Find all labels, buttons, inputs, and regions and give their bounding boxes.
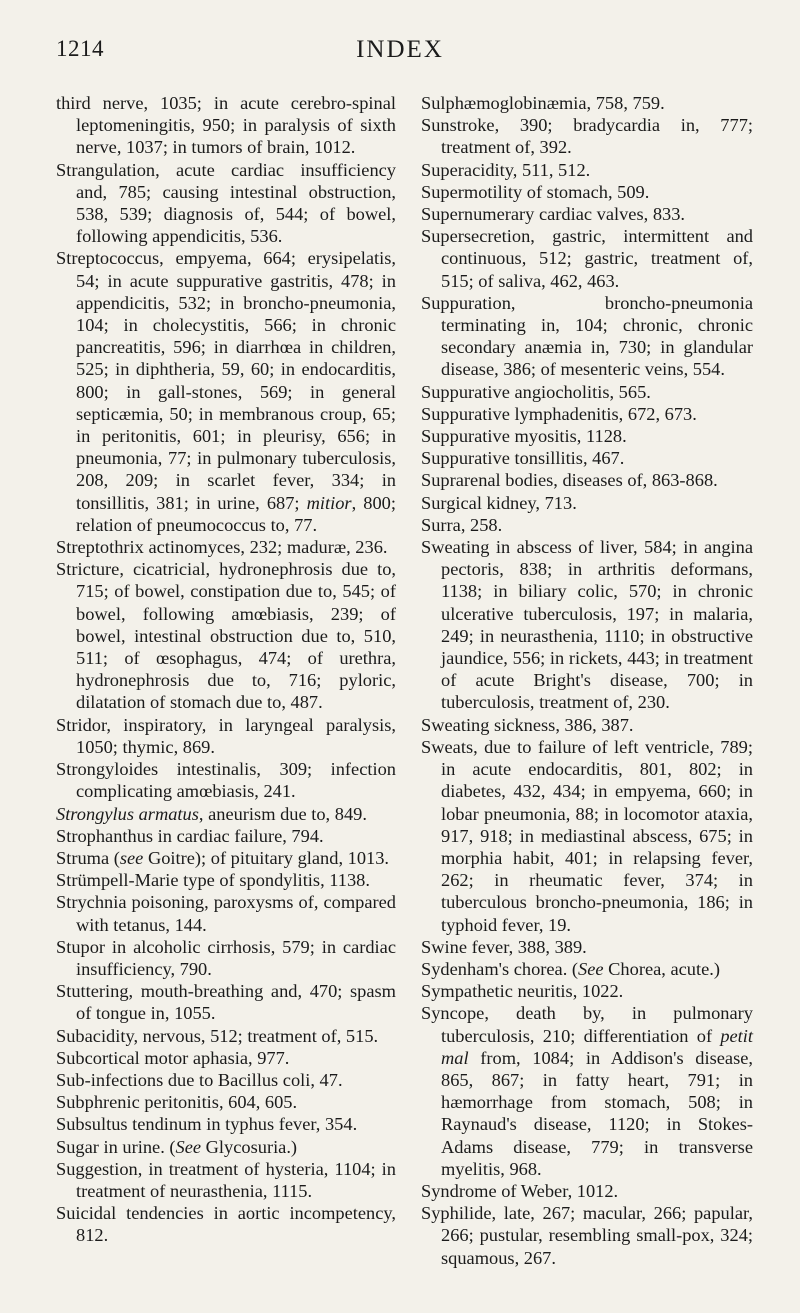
index-entry: Strangulation, acute cardiac insufficiency and, 785; causing intestinal obstruction, 538, 539; diagnosis of, 544; of bowel, following appendicitis, 536. <box>56 159 396 247</box>
page-header <box>0 36 800 76</box>
index-entry: Syncope, death by, in pulmonary tuberculosis, 210; differentiation of petit mal from, 1084; in Addison's disease, 865, 867; in fatty heart, 791; in hæmorrhage from stomach, 508; in Raynaud's disease, 1120; in Stokes-Adams disease, 779; in transverse myelitis, 968. <box>421 1003 753 1179</box>
index-entry: Streptococcus, empyema, 664; erysipelatis, 54; in acute suppurative gastritis, 478; in appendicitis, 532; in broncho-pneumonia, 104; in cholecystitis, 566; in chronic pancreatitis, 596; in diarrhœa in children, 525; in diphtheria, 59, 60; in endocarditis, 800; in gall-stones, 569; in general septicæmia, 50; in membranous croup, 65; in peritonitis, 601; in pleurisy, 656; in pneumonia, 77; in pulmonary tuberculosis, 208, 209; in scarlet fever, 334; in tonsillitis, 381; in urine, 687; mitior, 800; relation of pneumococcus to, 77. <box>56 248 396 535</box>
index-entry: Strongylus armatus, aneurism due to, 849. <box>56 803 367 824</box>
index-entry: Suppurative lymphadenitis, 672, 673. <box>421 403 697 424</box>
index-entry: Syndrome of Weber, 1012. <box>421 1180 619 1201</box>
index-entry: Subphrenic peritonitis, 604, 605. <box>56 1092 298 1113</box>
index-entry: Suppurative myositis, 1128. <box>421 426 627 447</box>
index-entry: Strychnia poisoning, paroxysms of, compared with tetanus, 144. <box>56 892 396 935</box>
index-entry: Strophanthus in cardiac failure, 794. <box>56 825 324 846</box>
index-entry: Suppurative angiocholitis, 565. <box>421 381 651 402</box>
index-entry: Supernumerary cardiac valves, 833. <box>421 204 686 225</box>
index-entry: Suprarenal bodies, diseases of, 863-868. <box>421 470 718 491</box>
index-entry: Stuttering, mouth-breathing and, 470; spasm of tongue in, 1055. <box>56 981 396 1024</box>
index-entry: Stricture, cicatricial, hydronephrosis due to, 715; of bowel, constipation due to, 545; of bowel, following amœbiasis, 239; of bowel, intestinal obstruction due to, 510, 511; of œsophagus, 474; of urethra, hydronephrosis due to, 716; pyloric, dilatation of stomach due to, 487. <box>56 559 396 713</box>
page-number: 1214 <box>56 36 104 61</box>
index-entry: Sulphæmoglobinæmia, 758, 759. <box>421 93 665 113</box>
index-entry: Streptothrix actinomyces, 232; maduræ, 236. <box>56 537 388 558</box>
index-entry: Strümpell-Marie type of spondylitis, 1138. <box>56 870 370 891</box>
index-entry: Surra, 258. <box>421 514 503 535</box>
page-title: INDEX <box>356 36 444 63</box>
index-entry: Sweats, due to failure of left ventricle, 789; in acute endocarditis, 801, 802; in diabetes, 432, 434; in empyema, 660; in lobar pneumonia, 88; in locomotor ataxia, 917, 918; in mediastinal abscess, 675; in morphia habit, 401; in relapsing fever, 262; in rheumatic fever, 374; in tuberculous broncho-pneumonia, 186; in typhoid fever, 19. <box>421 736 753 935</box>
index-entry: Surgical kidney, 713. <box>421 492 577 513</box>
index-entry: Sympathetic neuritis, 1022. <box>421 981 624 1002</box>
index-entry: Subcortical motor aphasia, 977. <box>56 1047 290 1068</box>
index-entry: Sweating sickness, 386, 387. <box>421 714 634 735</box>
right-column <box>421 92 753 1269</box>
index-entry: Superacidity, 511, 512. <box>421 159 591 180</box>
index-entry: Sugar in urine. (See Glycosuria.) <box>56 1136 298 1157</box>
index-entry: Stupor in alcoholic cirrhosis, 579; in cardiac insufficiency, 790. <box>56 936 396 979</box>
index-entry: Stridor, inspiratory, in laryngeal paralysis, 1050; thymic, 869. <box>56 714 396 757</box>
index-entry: Suggestion, in treatment of hysteria, 1104; in treatment of neurasthenia, 1115. <box>56 1158 396 1201</box>
index-entry: Sydenham's chorea. (See Chorea, acute.) <box>421 958 720 979</box>
index-entry: Struma (see Goitre); of pituitary gland, 1013. <box>56 847 390 868</box>
index-entry: Sweating in abscess of liver, 584; in angina pectoris, 838; in arthritis deformans, 1138; in biliary colic, 570; in chronic ulcerative tuberculosis, 197; in malaria, 249; in neurasthenia, 1110; in obstructive jaundice, 556; in rickets, 443; in treatment of acute Bright's disease, 700; in tuberculosis, treatment of, 230. <box>421 537 753 713</box>
index-entry: Syphilide, late, 267; macular, 266; papular, 266; pustular, resembling small-pox, 324; squamous, 267. <box>421 1203 753 1268</box>
index-entry: Swine fever, 388, 389. <box>421 936 587 957</box>
index-entry: Subacidity, nervous, 512; treatment of, 515. <box>56 1025 379 1046</box>
index-entry: Subsultus tendinum in typhus fever, 354. <box>56 1114 358 1135</box>
index-entry: Sub-infections due to Bacillus coli, 47. <box>56 1069 343 1090</box>
index-entry: Strongyloides intestinalis, 309; infection complicating amœbiasis, 241. <box>56 759 396 802</box>
index-entry: Supersecretion, gastric, intermittent and continuous, 512; gastric, treatment of, 515; of saliva, 462, 463. <box>421 226 753 291</box>
index-entry: Suppurative tonsillitis, 467. <box>421 448 625 469</box>
index-entry: Suppuration, broncho-pneumonia terminating in, 104; chronic, chronic secondary anæmia in, 730; in glandular disease, 386; of mesenteric veins, 554. <box>421 292 753 380</box>
index-entry: Suicidal tendencies in aortic incompetency, 812. <box>56 1203 396 1246</box>
index-entry: third nerve, 1035; in acute cerebro-spinal leptomeningitis, 950; in paralysis of sixth nerve, 1037; in tumors of brain, 1012. <box>56 93 396 158</box>
index-entry: Sunstroke, 390; bradycardia in, 777; treatment of, 392. <box>421 115 753 158</box>
left-column <box>56 92 396 1247</box>
index-entry: Supermotility of stomach, 509. <box>421 181 650 202</box>
